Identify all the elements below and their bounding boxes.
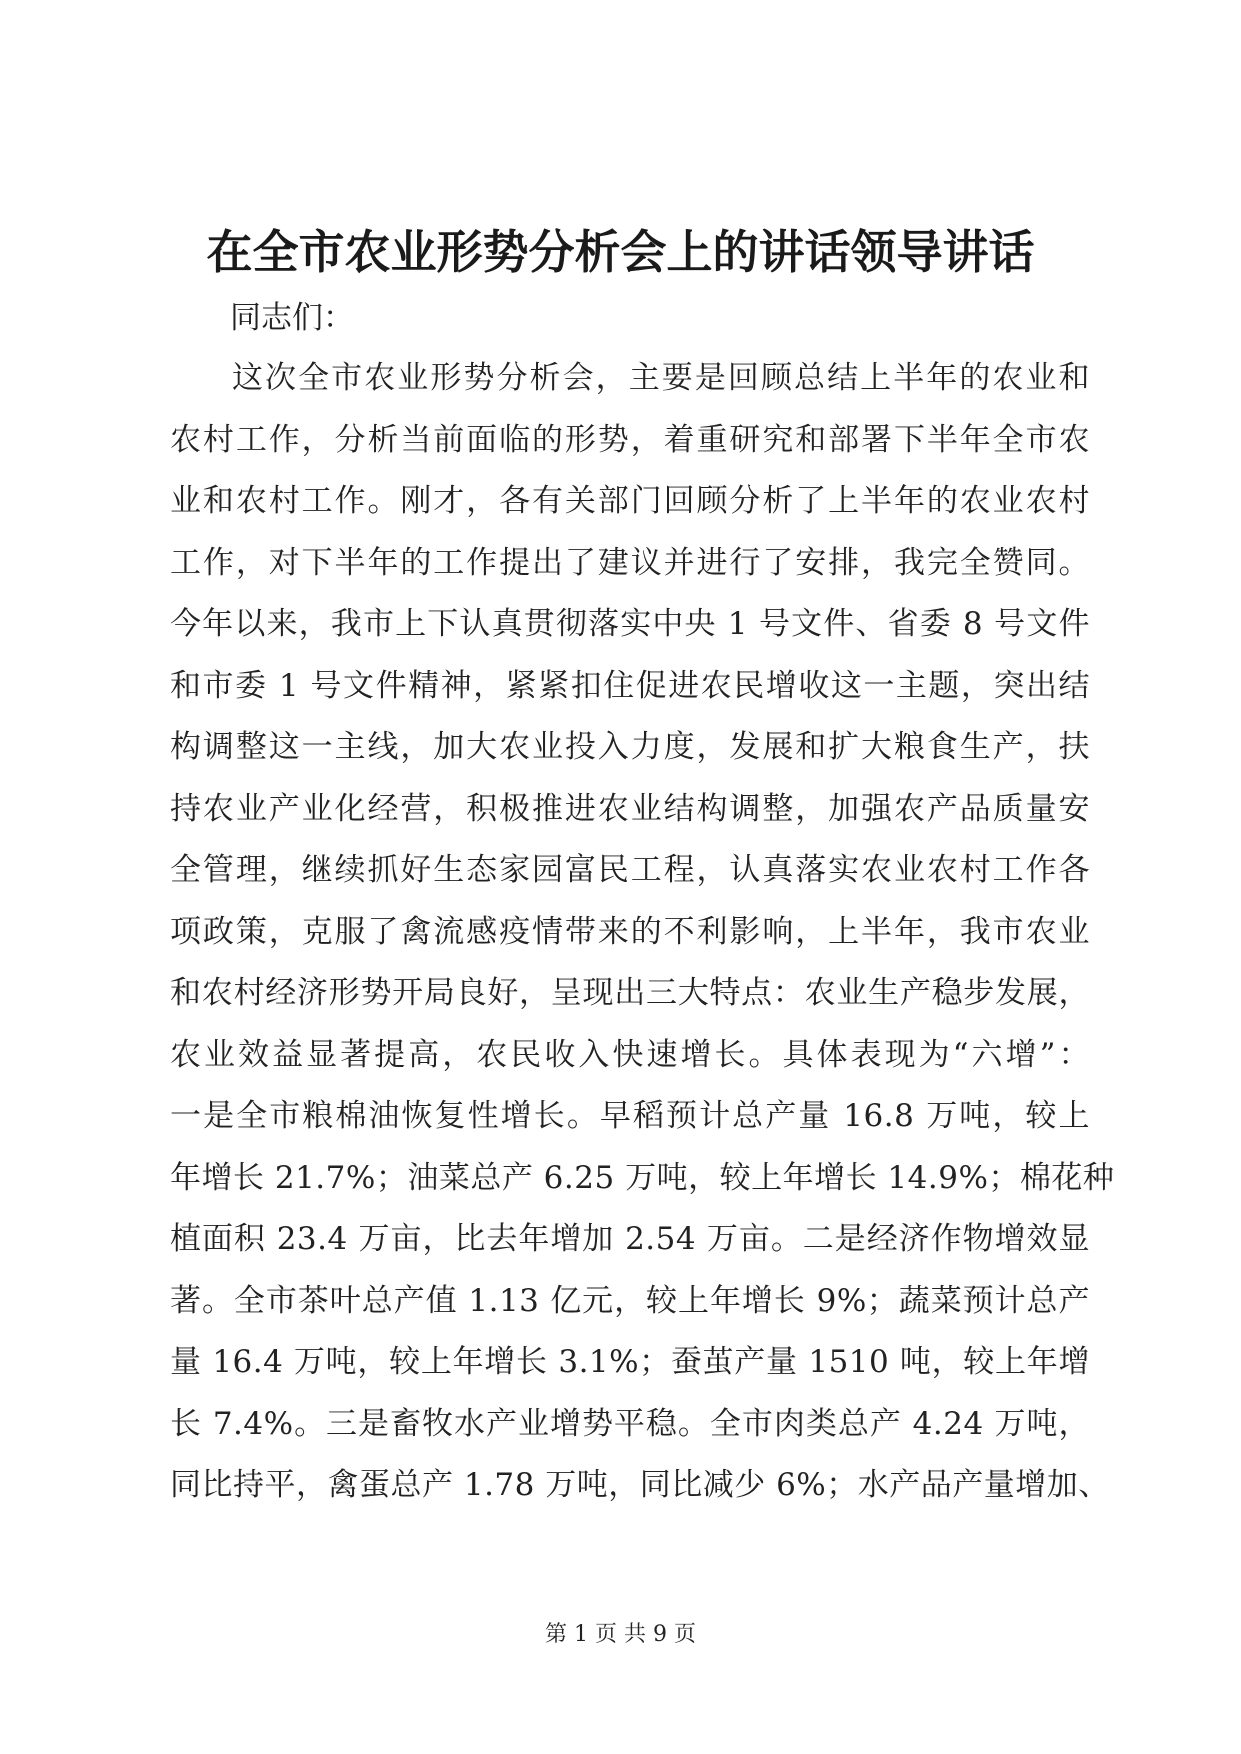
text-line: 植面积 23.4 万亩，比去年增加 2.54 万亩。二是经济作物增效显: [170, 1221, 1090, 1257]
text-line: 农业效益显著提高，农民收入快速增长。具体表现为“六增”：: [170, 1036, 1090, 1073]
body-text: [170, 356, 1115, 1525]
text-line: 工作，对下半年的工作提出了建议并进行了安排，我完全赞同。: [170, 544, 1090, 581]
text-line: 这次全市农业形势分析会，主要是回顾总结上半年的农业和: [232, 360, 1090, 396]
text-line: 长 7.4%。三是畜牧水产业增势平稳。全市肉类总产 4.24 万吨，: [170, 1405, 1090, 1442]
text-line: 量 16.4 万吨，较上年增长 3.1%；蚕茧产量 1510 吨，较上年增: [170, 1344, 1090, 1380]
text-line: 年增长 21.7%；油菜总产 6.25 万吨，较上年增长 14.9%；棉花种: [170, 1159, 1115, 1196]
text-line: 持农业产业化经营，积极推进农业结构调整，加强农产品质量安: [170, 790, 1090, 827]
text-line: 和农村经济形势开局良好，呈现出三大特点：农业生产稳步发展，: [170, 975, 1090, 1011]
text-line: 项政策，克服了禽流感疫情带来的不利影响，上半年，我市农业: [170, 913, 1090, 950]
text-line: 著。全市茶叶总产值 1.13 亿元，较上年增长 9%；蔬菜预计总产: [170, 1282, 1090, 1319]
text-line: 农村工作，分析当前面临的形势，着重研究和部署下半年全市农: [170, 421, 1090, 458]
text-line: 今年以来，我市上下认真贯彻落实中央 1 号文件、省委 8 号文件: [170, 606, 1090, 642]
document-title: 在全市农业形势分析会上的讲话领导讲话: [206, 225, 1035, 279]
text-line: 全管理，继续抓好生态家园富民工程，认真落实农业农村工作各: [170, 852, 1090, 888]
text-line: 和市委 1 号文件精神，紧紧扣住促进农民增收这一主题，突出结: [170, 667, 1090, 704]
text-line: 业和农村工作。刚才，各有关部门回顾分析了上半年的农业农村: [170, 483, 1090, 519]
text-line: 一是全市粮棉油恢复性增长。早稻预计总产量 16.8 万吨，较上: [170, 1098, 1090, 1134]
text-line: 构调整这一主线，加大农业投入力度，发展和扩大粮食生产，扶: [170, 729, 1090, 765]
salutation: 同志们：: [230, 300, 354, 336]
page-footer: 第 1 页 共 9 页: [545, 1622, 696, 1647]
text-line: 同比持平，禽蛋总产 1.78 万吨，同比减少 6%；水产品产量增加、: [170, 1467, 1110, 1503]
